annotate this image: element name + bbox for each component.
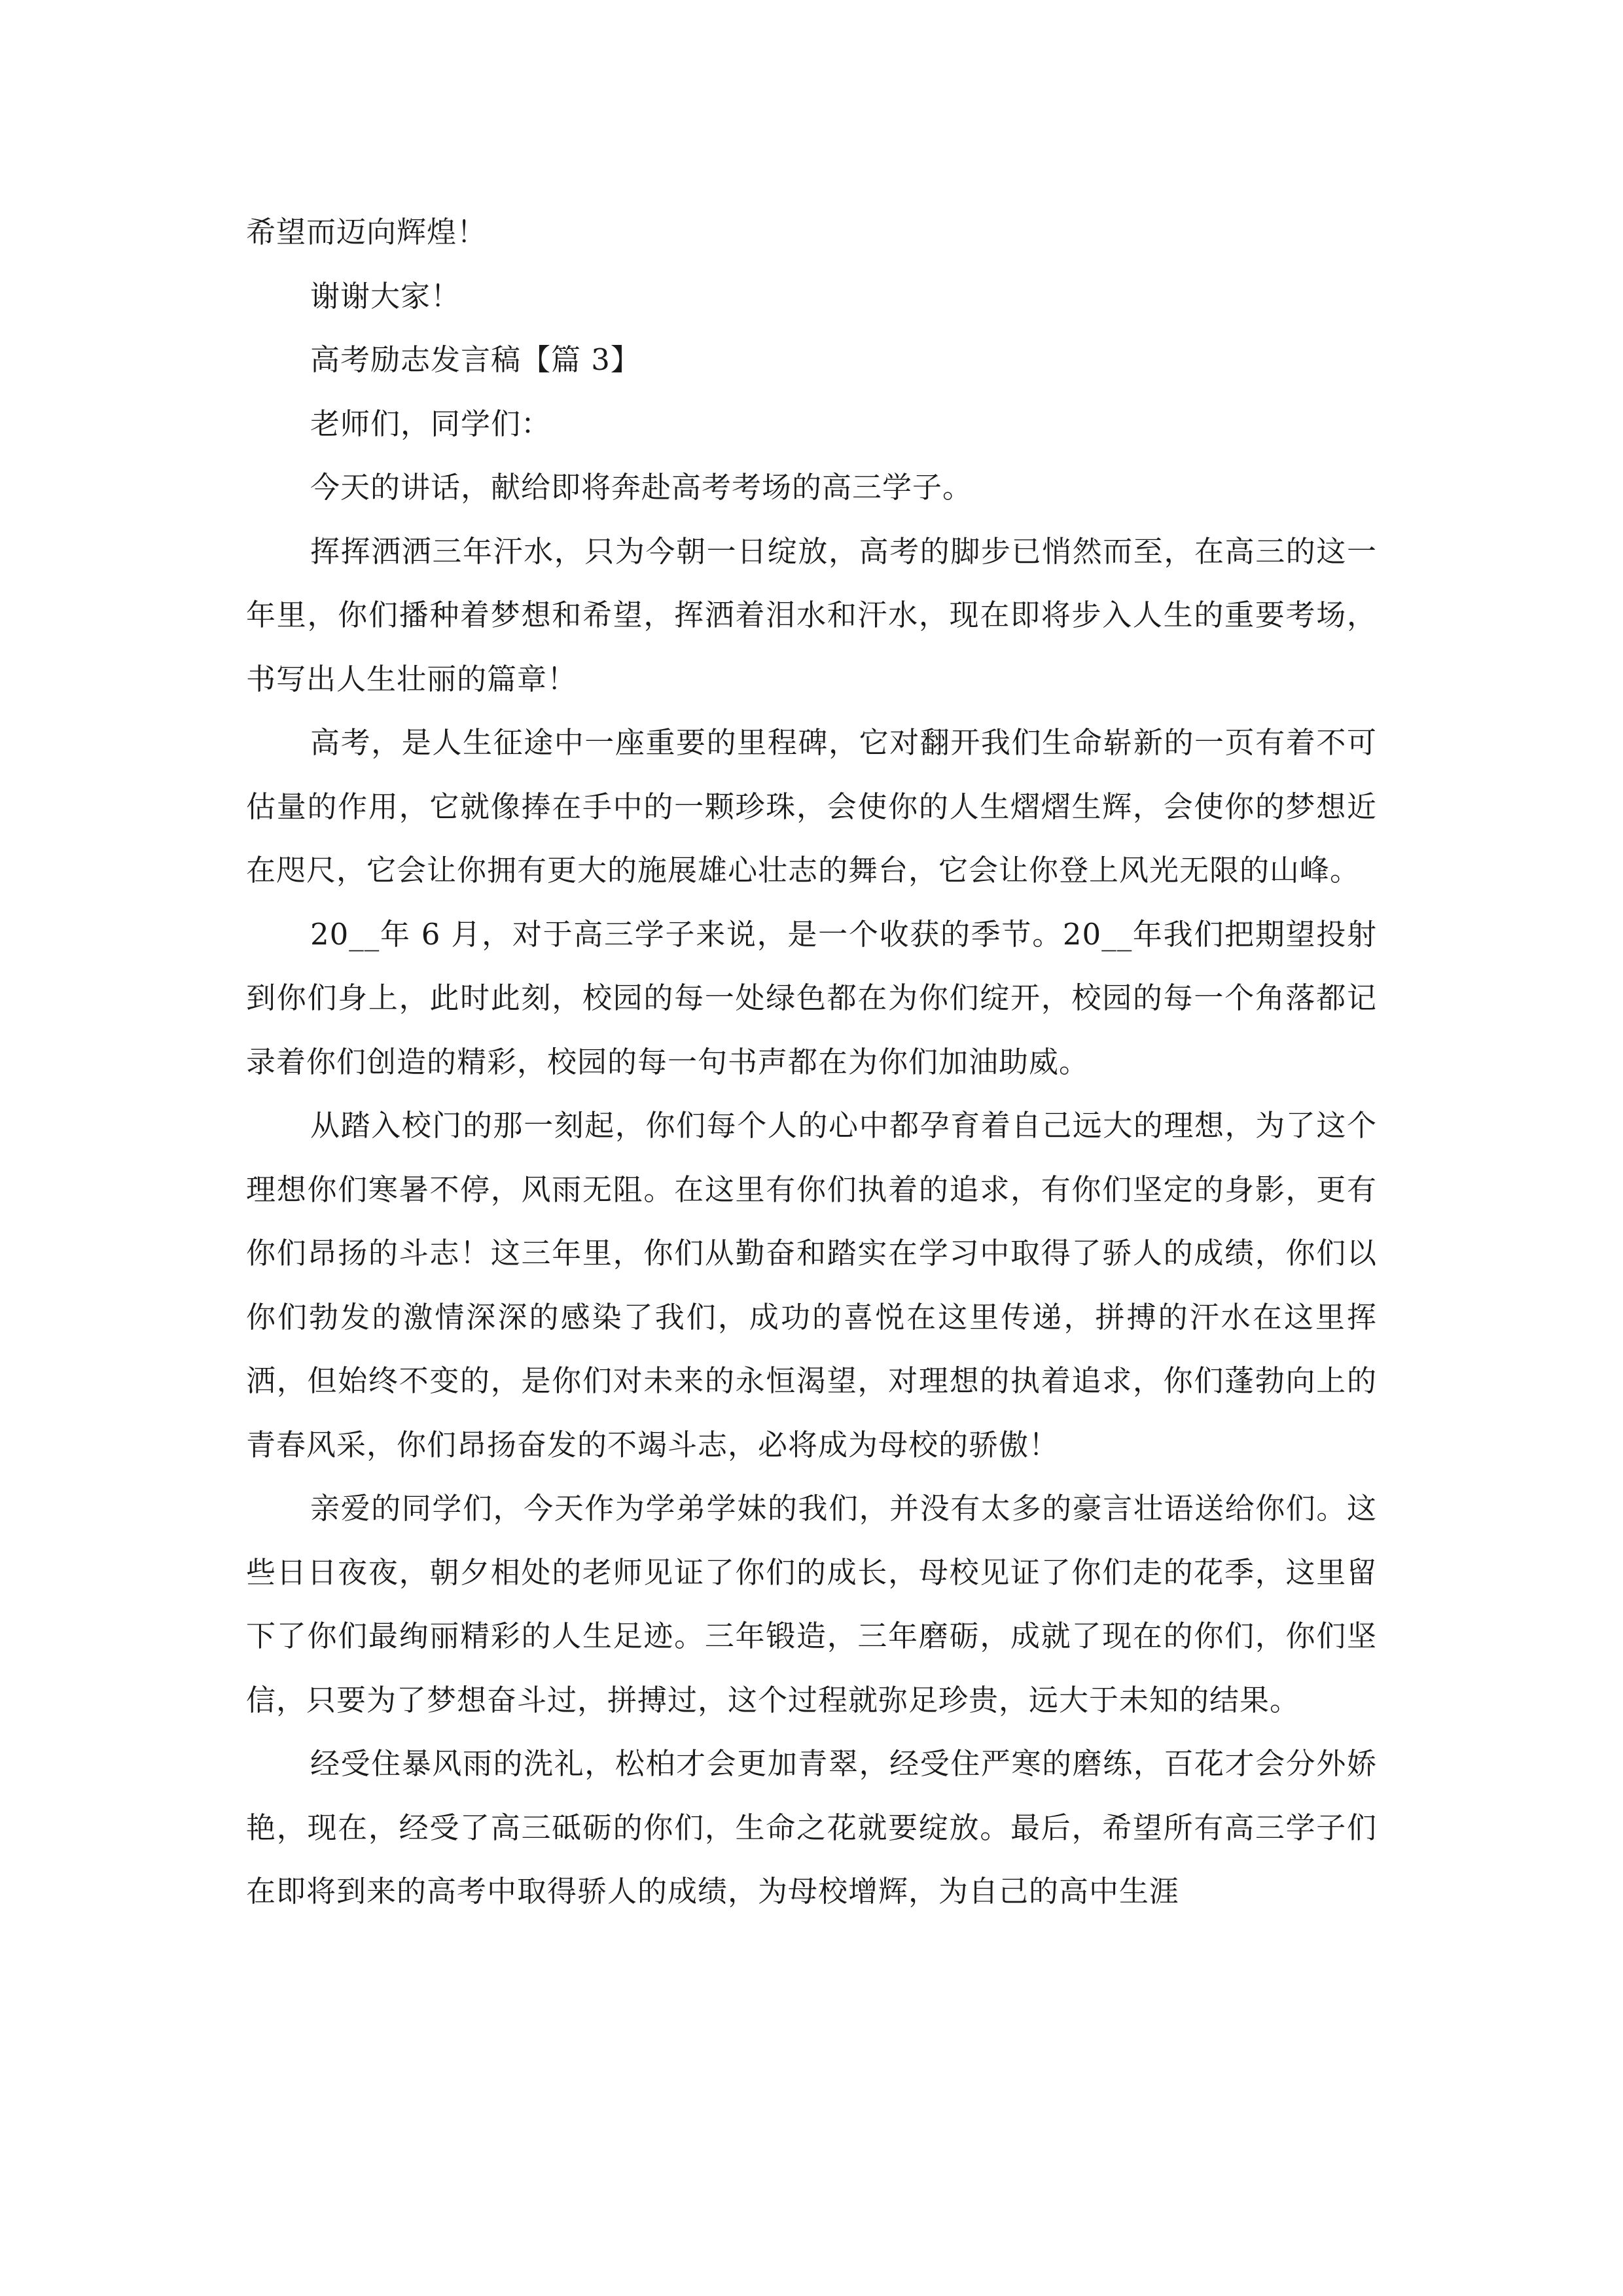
paragraph-body: 亲爱的同学们，今天作为学弟学妹的我们，并没有太多的豪言壮语送给你们。这些日日夜夜，朝夕相处的老师见证了你们的成长，母校见证了你们走的花季，这里留下了你们最绚丽精彩的人生足迹。三年锻造，三年磨砺，成就了现在的你们，你们坚信，只要为了梦想奋斗过，拼搏过，这个过程就弥足珍贵，远大于未知的结果。 — [246, 1491, 1377, 1717]
paragraph-dedication: 今天的讲话，献给即将奔赴高考考场的高三学子。 — [310, 470, 973, 505]
paragraph-body: 挥挥洒洒三年汗水，只为今朝一日绽放，高考的脚步已悄然而至，在高三的这一年里，你们播种着梦想和希望，挥洒着泪水和汗水，现在即将步入人生的重要考场，书写出人生壮丽的篇章！ — [246, 533, 1377, 696]
paragraph-body: 20__年 6 月，对于高三学子来说，是一个收获的季节。20__年我们把期望投射到你们身上，此时此刻，校园的每一处绿色都在为你们绽开，校园的每一个角落都记录着你们创造的精彩，校园的每一句书声都在为你们加油助威。 — [246, 916, 1377, 1079]
section-title: 高考励志发言稿【篇 3】 — [310, 342, 641, 377]
paragraph-body: 高考，是人生征途中一座重要的里程碑，它对翻开我们生命崭新的一页有着不可估量的作用，它就像捧在手中的一颗珍珠，会使你的人生熠熠生辉，会使你的梦想近在咫尺，它会让你拥有更大的施展雄心壮志的舞台，它会让你登上风光无限的山峰。 — [246, 725, 1377, 888]
paragraph-thanks: 谢谢大家！ — [310, 278, 461, 314]
paragraph-closing-line: 希望而迈向辉煌！ — [246, 215, 488, 249]
paragraph-body: 经受住暴风雨的洗礼，松柏才会更加青翠，经受住严寒的磨练，百花才会分外娇艳，现在，经受了高三砥砺的你们，生命之花就要绽放。最后，希望所有高三学子们在即将到来的高考中取得骄人的成绩，为母校增辉，为自己的高中生涯 — [246, 1746, 1377, 1909]
paragraph-salutation: 老师们，同学们： — [310, 406, 552, 441]
paragraph-body: 从踏入校门的那一刻起，你们每个人的心中都孕育着自己远大的理想，为了这个理想你们寒暑不停，风雨无阻。在这里有你们执着的追求，有你们坚定的身影，更有你们昂扬的斗志！这三年里，你们从勤奋和踏实在学习中取得了骄人的成绩，你们以你们勃发的激情深深的感染了我们，成功的喜悦在这里传递，拼搏的汗水在这里挥洒，但始终不变的，是你们对未来的永恒渴望，对理想的执着追求，你们蓬勃向上的青春风采，你们昂扬奋发的不竭斗志，必将成为母校的骄傲！ — [246, 1108, 1377, 1462]
document-body — [246, 200, 1377, 1924]
